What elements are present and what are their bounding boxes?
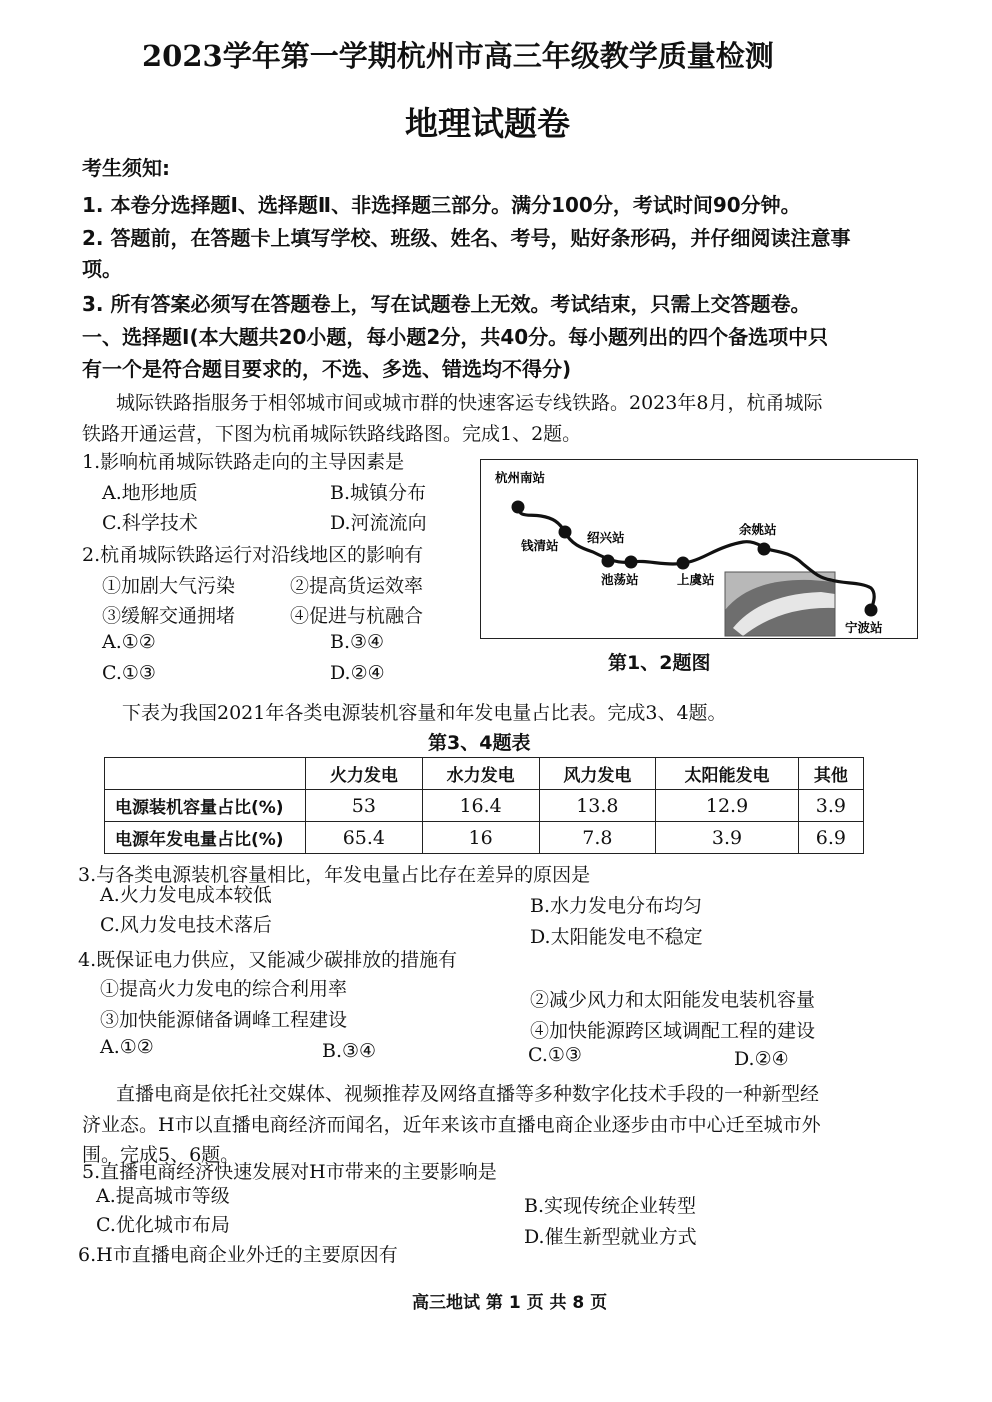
notice-item-2: 2. 答题前，在答题卡上填写学校、班级、姓名、考号，贴好条形码，并仔细阅读注意事 xyxy=(82,226,851,250)
q3-stem: 3.与各类电源装机容量相比，年发电量占比存在差异的原因是 xyxy=(78,864,591,886)
station-label: 宁波站 xyxy=(845,620,883,635)
column-header: 水力发电 xyxy=(422,758,539,790)
column-header: 风力发电 xyxy=(539,758,656,790)
q1-option-a: A.地形地质 xyxy=(102,482,198,504)
q2-option-a: A.①② xyxy=(102,631,156,653)
q2-choice-3: ③缓解交通拥堵 xyxy=(102,605,236,627)
table-row xyxy=(105,822,864,854)
paper-title: 地理试题卷 xyxy=(405,104,570,143)
passage2-line: 下表为我国2021年各类电源装机容量和年发电量占比表。完成3、4题。 xyxy=(122,702,727,724)
row-header: 电源年发电量占比(%) xyxy=(105,822,306,854)
q4-choice-2: ②减少风力和太阳能发电装机容量 xyxy=(530,989,816,1011)
passage3-line1: 直播电商是依托社交媒体、视频推荐及网络直播等多种数字化技术手段的一种新型经 xyxy=(116,1083,820,1105)
table-caption: 第3、4题表 xyxy=(428,732,531,754)
table-cell: 16 xyxy=(422,822,539,854)
q4-choice-3: ③加快能源储备调峰工程建设 xyxy=(100,1009,348,1031)
q2-option-d: D.②④ xyxy=(330,662,385,684)
notice-item-1: 1. 本卷分选择题Ⅰ、选择题Ⅱ、非选择题三部分。满分100分，考试时间90分钟。 xyxy=(82,193,801,217)
table-cell: 53 xyxy=(306,790,423,822)
station-marker xyxy=(865,604,878,617)
column-header: 火力发电 xyxy=(306,758,423,790)
q5-option-d: D.催生新型就业方式 xyxy=(524,1226,697,1248)
passage1-line2: 铁路开通运营，下图为杭甬城际铁路线路图。完成1、2题。 xyxy=(82,423,582,445)
train-photo xyxy=(725,572,835,636)
table-cell: 16.4 xyxy=(422,790,539,822)
q2-option-c: C.①③ xyxy=(102,662,156,684)
q2-stem: 2.杭甬城际铁路运行对沿线地区的影响有 xyxy=(82,544,424,566)
table-corner-cell xyxy=(105,758,306,790)
q6-stem: 6.H市直播电商企业外迁的主要原因有 xyxy=(78,1244,398,1266)
q1-option-c: C.科学技术 xyxy=(102,512,198,534)
station-label: 池荡站 xyxy=(601,572,639,587)
notice-item-3: 3. 所有答案必须写在答题卷上，写在试题卷上无效。考试结束，只需上交答题卷。 xyxy=(82,292,811,316)
q2-choice-1: ①加剧大气污染 xyxy=(102,575,236,597)
q3-option-a: A.火力发电成本较低 xyxy=(100,884,272,906)
passage3-line3: 围。完成5、6题。 xyxy=(82,1144,240,1166)
station-marker xyxy=(602,555,615,568)
section1-heading: 一、选择题Ⅰ(本大题共20小题，每小题2分，共40分。每小题列出的四个备选项中只 xyxy=(82,325,829,349)
q5-option-c: C.优化城市布局 xyxy=(96,1214,230,1236)
q5-option-b: B.实现传统企业转型 xyxy=(524,1195,697,1217)
passage1-line1: 城际铁路指服务于相邻城市间或城市群的快速客运专线铁路。2023年8月，杭甬城际 xyxy=(116,392,823,414)
q4-choice-4: ④加快能源跨区域调配工程的建设 xyxy=(530,1020,816,1042)
station-label: 余姚站 xyxy=(739,522,777,537)
q2-choice-2: ②提高货运效率 xyxy=(290,575,424,597)
exam-title: 2023学年第一学期杭州市高三年级教学质量检测 xyxy=(142,39,774,73)
q4-option-d: D.②④ xyxy=(734,1048,789,1070)
table-cell: 3.9 xyxy=(656,822,799,854)
q2-choice-4: ④促进与杭融合 xyxy=(290,605,424,627)
q3-option-d: D.太阳能发电不稳定 xyxy=(530,926,703,948)
q4-option-b: B.③④ xyxy=(322,1040,377,1062)
column-header: 其他 xyxy=(798,758,863,790)
table-cell: 3.9 xyxy=(798,790,863,822)
q5-option-a: A.提高城市等级 xyxy=(96,1185,230,1207)
q3-option-c: C.风力发电技术落后 xyxy=(100,914,272,936)
column-header: 太阳能发电 xyxy=(656,758,799,790)
q4-choice-1: ①提高火力发电的综合利用率 xyxy=(100,978,348,1000)
table-header-row xyxy=(105,758,864,790)
passage3-line2: 济业态。H市以直播电商经济而闻名，近年来该市直播电商企业逐步由市中心迁至城市外 xyxy=(82,1114,821,1136)
station-marker xyxy=(512,501,525,514)
q3-option-b: B.水力发电分布均匀 xyxy=(530,895,703,917)
station-label: 绍兴站 xyxy=(587,530,625,545)
power-table xyxy=(104,757,864,854)
q1-option-b: B.城镇分布 xyxy=(330,482,427,504)
station-label: 钱清站 xyxy=(521,538,559,553)
q2-option-b: B.③④ xyxy=(330,631,385,653)
q1-stem: 1.影响杭甬城际铁路走向的主导因素是 xyxy=(82,451,405,473)
q4-stem: 4.既保证电力供应，又能减少碳排放的措施有 xyxy=(78,949,458,971)
station-label: 杭州南站 xyxy=(495,470,546,485)
table-cell: 6.9 xyxy=(798,822,863,854)
q4-option-c: C.①③ xyxy=(528,1044,582,1066)
page-footer: 高三地试 第 1 页 共 8 页 xyxy=(412,1293,608,1313)
q5-stem: 5.直播电商经济快速发展对H市带来的主要影响是 xyxy=(82,1161,497,1183)
station-marker xyxy=(677,557,690,570)
station-marker xyxy=(625,556,638,569)
section1-heading-cont: 有一个是符合题目要求的，不选、多选、错选均不得分) xyxy=(82,357,572,381)
table-cell: 7.8 xyxy=(539,822,656,854)
table-cell: 13.8 xyxy=(539,790,656,822)
table-cell: 65.4 xyxy=(306,822,423,854)
notice-heading: 考生须知: xyxy=(82,156,170,180)
q1-option-d: D.河流流向 xyxy=(330,512,427,534)
station-label: 上虞站 xyxy=(677,572,715,587)
notice-item-2-cont: 项。 xyxy=(82,257,122,281)
station-marker xyxy=(559,526,572,539)
railway-map xyxy=(480,459,918,639)
station-marker xyxy=(758,543,771,556)
table-row xyxy=(105,790,864,822)
q4-option-a: A.①② xyxy=(100,1036,154,1058)
row-header: 电源装机容量占比(%) xyxy=(105,790,306,822)
table-cell: 12.9 xyxy=(656,790,799,822)
map-caption: 第1、2题图 xyxy=(608,652,711,674)
